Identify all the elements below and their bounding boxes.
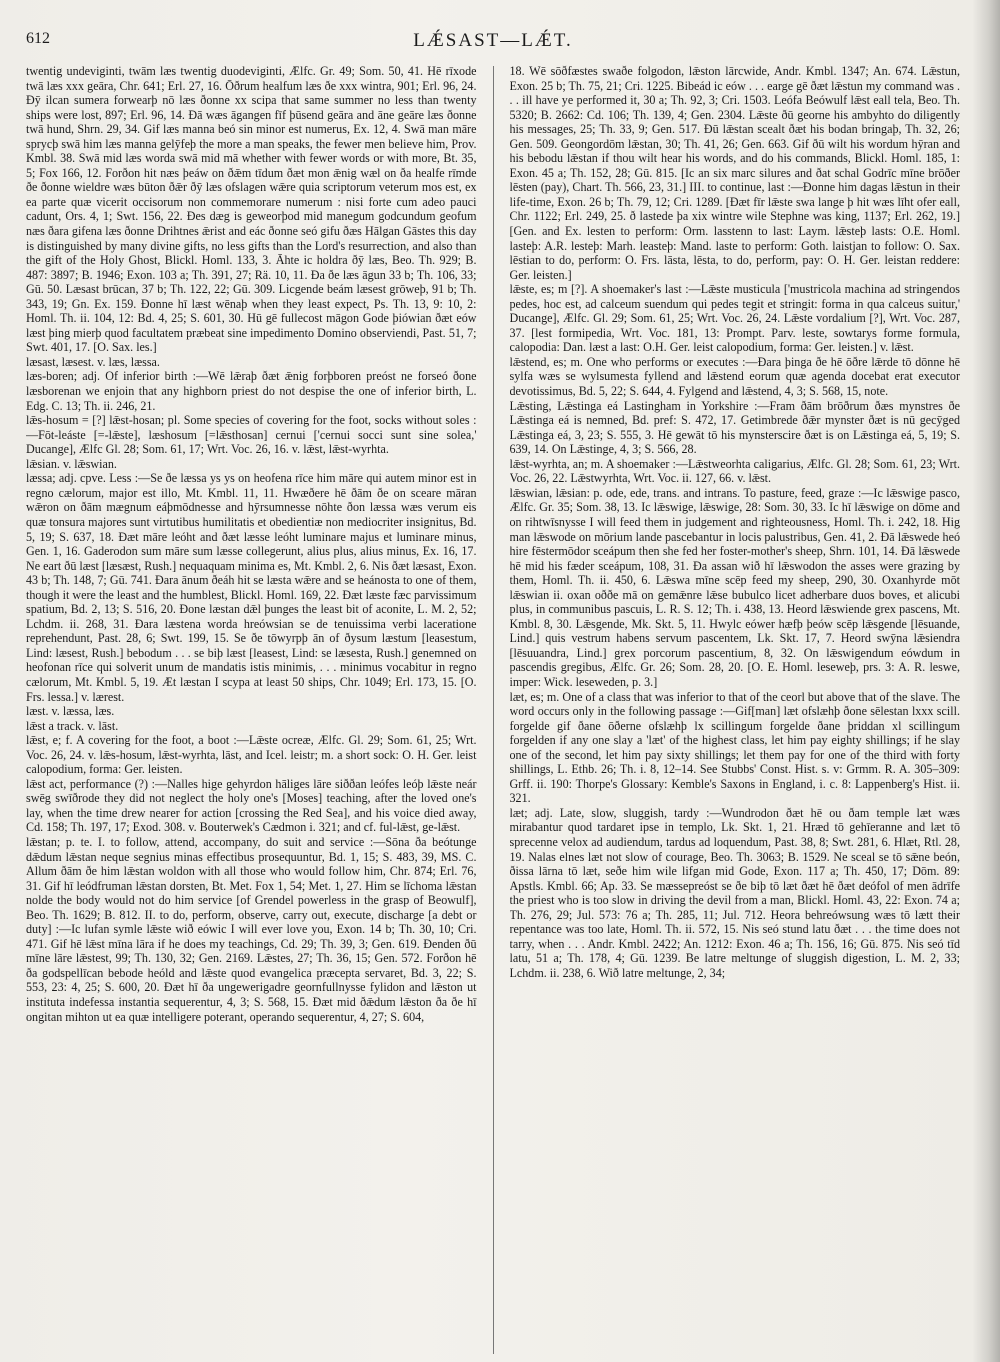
text-columns [26,64,960,1354]
running-head: LǼSAST—LǼT. [413,30,573,51]
dictionary-entry: twentig undeviginti, twām læs twentig duodeviginti, Ælfc. Gr. 49; Som. 50, 41. Hē rīxode twā læs xxx geāra, Chr. 641; Erl. 27, 16. Ōðrum healfum læs ðe xxx wintra, 901; Erl. 96, 24. Ðȳ ilcan sumera forwearþ nō læs ðonne xx scipa that same summer no less than twenty ships were lost, 897; Erl. 96, 14. Ðā wæs āgangen fīf þūsend geāra and āne geāre læs ðonne twā hund, Shrn. 29, 34. Gif læs manna beó sin minor est numerus, Ex. 12, 4. Swā man māre sprycþ swā him læs manna gelȳfeþ the more a man speaks, the fewer men believe him, Prov. Kmbl. 38. Swā mid læs worda swā mid mā whether with fewer words or with more, Bt. 35, 5; Fox 166, 12. Forðon hit næs þeáw on ðǣm tīdum ðæt mon ǣnig wæl on ða healfe rīmde ðe ðonne wieldre wæs būton ðǣr ðȳ læs ofslagen wǣre quia scriptorum veterum mos est, ex ea parte quæ vicerit occisorum non commemorare numerum : nisi forte cum adeo pauci cadunt, Ors. 4, 1; Swt. 156, 22. Ðes dæg is geweorþod mid manegum godcundum geofum næs ðara gifena læs ðonne Drihtnes ǣrist and eác ðonne seó gifu ðæs Hālgan Gāstes this day is distinguished by many divine gifts, no less gifts than the Lord's resurrection, and also than the gift of the Holy Ghost, Blickl. Homl. 133, 3. Āhte ic holdra ðȳ læs, Beo. Th. 929; B. 487: 3897; B. 1946; Exon. 103 a; Th. 391, 27; Rä. 10, 11. Ða ðe læs āgun 33 b; Th. 106, 33; Gū. 50. Læsast brūcan, 37 b; Th. 122, 22; Gū. 309. Licgende beám læsest grōweþ, 91 b; Th. 343, 19; Gn. Ex. 159. Ðonne hī læst wēnaþ when they least expect, Ps. Th. 13, 9: 10, 2: Homl. Th. ii. 104, 12: Bd. 4, 25; S. 601, 30. Hū gē fullecost māgon Gode þiówian ðæt eów læst þing mierþ quod facultatem præbeat sine impedimento Domino observiendi, Past. 51, 7; Swt. 401, 17. [O. Sax. les.] [26,64,477,355]
left-column [26,64,477,1354]
dictionary-entry: læt; adj. Late, slow, sluggish, tardy :—Wundrodon ðæt hē ou ðam temple læt wæs mirabantur quod tardaret ipse in templo, Lk. Skt. 1, 21. Hræd tō gehīeranne and læt tō sprecenne velox ad audiendum, tardus ad loquendum, Past. 38, 8; Swt. 281, 6. Hlæt, Rtl. 28, 19. Nalas elnes læt not slow of courage, Beo. Th. 3063; B. 1529. Ne sceal se tō sǣne beón, ðissa lārna tō læt, seðe him wile lifgan mid Gode, Exon. 117 a; Th. 450, 17; Dōm. 89: Apstls. Kmbl. 66; Ap. 33. Se mæssepreóst se ðe biþ tō læt ðæt hē ðæt deófol of men ādrīfe the priest who is too slow in driving the devil from a man, Blickl. Homl. 43, 22: Exon. 74 a; Th. 276, 29; Jul. 573: 76 a; Th. 285, 11; Jul. 712. Heora behreówsung wæs tō lætt their repentance was too late, Homl. Th. ii. 572, 15. Nis seó stund latu ðæt . . . the time does not tarry, when . . . Andr. Kmbl. 2422; An. 1212: Exon. 46 a; Th. 156, 16; Gū. 875. Nis seó tīd latu, 51 a; Th. 178, 4; Gū. 1239. Be latre meltunge of sluggish digestion, L. M. 2, 33; Lchdm. ii. 238, 6. Wið latre meltunge, 2, 34; [509,805,960,980]
dictionary-entry: læt, es; m. One of a class that was inferior to that of the ceorl but above that of the slave. The word occurs only in the following passage :—Gif[man] læt ofslæhþ ðone sēlestan lxxx scill. forgelde gif ðane ōðerne ofslæhþ lx scillingum forgelde ðane þriddan xl scillingum forgelden if any one slay a 'læt' of the highest class, let him pay eighty shillings; if he slay one of the second, let him pay sixty shillings; let them pay for one of the third with forty shillings, L. Ethb. 26; Th. i. 8, 12–14. See Stubbs' Const. Hist. s. v: Grmm. R. A. 305–309: Grff. ii. 190: Thorpe's Glossary: Kemble's Saxons in England, i. c. 8: Lappenberg's Hist. ii. 321. [509,689,960,806]
dictionary-entry: læst. v. læssa, læs. [26,704,115,719]
dictionary-entry: lǣst a track. v. lāst. [26,718,119,733]
right-column [510,64,961,1354]
dictionary-entry: lǣste, es; m [?]. A shoemaker's last :—Lǣste musticula ['mustricola machina ad stringendos pedes, hoc est, ad calceum suendum qui pedes tegit et stringit: forma in qua calceus suitur,' Ducange], Ælfc. Gl. 29; Som. 61, 25; Wrt. Voc. 26, 24. Lǣste vordalium [?], Wrt. Voc. 287, 37. [lest formipedia, Wrt. Voc. 181, 13: Prompt. Parv. leste, sowtarys forme formula, calopodia: Dan. læst a last: O.H. Ger. leist calopodium, forma: Ger. leisten.] v. lǣst. [509,282,960,355]
dictionary-entry: læs-boren; adj. Of inferior birth :—Wē lǣraþ ðæt ǣnig forþboren preóst ne forseó ðone læsborenan we enjoin that any highborn priest do not despise the one of inferior birth, L. Edg. C. 13; Th. ii. 246, 21. [26,369,477,413]
dictionary-entry: Lǣsting, Lǣstinga eá Lastingham in Yorkshire :—Fram ðām brōðrum ðæs mynstres ðe Lǣstinga eá is nemned, Bd. pref: S. 472, 17. Getimbrede ðǣr mynster ðæt is nū gecȳged Lǣstinga eá, 3, 23; S. 555, 3. Hē gewāt tō his mynsterscire ðæt is on Lǣstinga eá, 5, 19; S. 639, 14. On Lǣstinge, 4, 3; S. 566, 28. [509,398,960,457]
dictionary-entry: lǣsian. v. lǣswian. [26,456,117,471]
dictionary-entry: lǣst act, performance (?) :—Nalles hige gehyrdon hāliges lāre siððan leófes leóþ lǣste neár swēg swīðrode they did not neglect the holy one's [Moses] teaching, after the loved one's lay, when the time drew nearer for action [crossing the Red Sea], and his voice died away, Cd. 158; Th. 197, 17; Exod. 308. v. Bouterwek's Cædmon i. 321; and cf. ful-lǣst, ge-lǣst. [26,776,477,835]
dictionary-entry: læsast, læsest. v. læs, læssa. [26,354,160,369]
dictionary-entry: lǣst-wyrhta, an; m. A shoemaker :—Lǣstweorhta caligarius, Ælfc. Gl. 28; Som. 61, 23; Wrt. Voc. 26, 22. Lǣstwyrhta, Wrt. Voc. ii. 127, 66. v. lǣst. [509,456,960,486]
dictionary-entry: lǣs-hosum = [?] lǣst-hosan; pl. Some species of covering for the foot, socks without soles :—Fōt-leáste [=-lǣste], læshosum [=lǣsthosan] cernui ['cernui socci sunt sine solea,' Ducange], Ælfc Gl. 28; Som. 61, 17; Wrt. Voc. 26, 16. v. lǣst, lǣst-wyrhta. [26,413,477,457]
dictionary-entry: 18. Wē sōðfæstes swaðe folgodon, lǣston lārcwide, Andr. Kmbl. 1347; An. 674. Lǣstun, Exon. 25 b; Th. 75, 21; Cri. 1225. Bibeád ic eów . . . earge gē ðæt lǣstun my command was . . . ill have ye performed it, 30 a; Th. 92, 3; Cri. 1503. Leófa Beówulf lǣst eall tela, Beo. Th. 5320; B. 2662: Cd. 106; Th. 139, 4; Gen. 2304. Lǣste ðū georne his ambyhto do diligently his messages, 25; Th. 33, 9; Gen. 517. Ðū lǣstan scealt ðæt his bodan bringaþ, Th. 32, 26; Gen. 509. Geongordōm lǣstan, 30; Th. 41, 26; Gen. 663. Gif ðū wilt his wordum hȳran and his bebodu lǣstan if thou wilt hear his words, and do his commands, Blickl. Homl. 185, 1: Exon. 45 a; Th. 152, 28; Gū. 815. [Ic an six marc silures and ðat schal Godrīc mīne brōðer lēsten (pay), Chart. Th. 566, 23, 31.] III. to continue, last :—Ðonne him dagas lǣstun in their life-time, Exon. 26 b; Th. 79, 12; Cri. 1289. [Ðæt fīr lǣste swa lange þ hit wæs līht ofer eall, Chr. 1122; Erl. 249, 25. ð lastede þa xix wintre wile Stephne was king, 1137; Erl. 262, 19.] [Gen. and Ex. lesten to perform: Orm. lasstenn to last: Laym. lǣsteþ lasts: O.E. Homl. lasteþ: A.R. lesteþ: Marh. leasteþ: Mand. laste to perform: Goth. laistjan to follow: O. Sax. lēstian to do, perform: O. Frs. lāsta, lēsta, to do, perform, pay: O. H. Ger. leistan reddere: Ger. leisten.] [509,64,960,282]
page-edge-shadow [972,0,1000,1362]
dictionary-entry: lǣstend, es; m. One who performs or executes :—Ðara þinga ðe hē ōðre lǣrde tō dōnne hē sylfa wæs se wylsumesta fyllend and lǣstend eorum quæ agenda docebat erat executor devotissimus, Bd. 5, 22; S. 644, 4. Fylgend and lǣstend, 4, 3; S. 568, 15, note. [509,354,960,399]
column-divider [493,66,494,1354]
dictionary-entry: læssa; adj. cpve. Less :—Se ðe læssa ys ys on heofena rīce him māre qui autem minor est in regno cælorum, major est illo, Mt. Kmbl. 11, 11. Hwæðere hē ðām ðe on sceare māran wǣron on ðām mægnum eáþmōdnesse and hȳrsumnesse nōhte ðon læssa wæs verum eis quæ tonsura majores sunt virtutibus humilitatis et obedientiæ non mediocriter insignitus, Bd. 5, 19; S. 637, 18. Ðæt māre leóht and ðæt læsse leóht luminare majus et luminare minus, Gen. 1, 16. Gaderodon sum māre sum læsse collegerunt, alius plus, alius minus, Ex. 16, 17. Ne eart ðū læst [læsæst, Rush.] nequaquam minima es, Mt. Kmbl. 2, 6. Nis ðæt læsast, Exon. 43 b; Th. 148, 7; Gū. 741. Ðara ānum ðeáh hit se læsta wǣre and se heánosta to one of them, though it were the least and the humblest, Blickl. Homl. 169, 22. Ðæt læste fæc parvissimum spatium, Bd. 2, 13; S. 516, 20. Ðone læstan dǣl þunges the least bit of aconite, L. M. 2, 52; Lchdm. ii. 268, 31. Ðara læstena worda hreówsian se de tenuissima verbi laceratione reprehendunt, Past. 28, 6; Swt. 199, 15. Se ðe tōwyrpþ ān of ðysum læstum [leasestum, Lind: læsest, Rush.] bebodum . . . se biþ læst [leasest, Lind: se læsesta, Rush.] genemned on heofonan rīce qui solverit unum de mandatis istis minimis, . . . minimus vocabitur in regno cælorum, Mt. Kmbl. 5, 19. Æt læstan I scypa at least 50 ships, Chr. 1049; Erl. 173, 15. [O. Frs. lessa.] v. lærest. [26,471,477,704]
page-header [26,30,960,56]
dictionary-entry: lǣswian, lǣsian: p. ode, ede, trans. and intrans. To pasture, feed, graze :—Ic lǣswige pasco, Ælfc. Gr. 35; Som. 38, 13. Ic lǣswige, lǣswige, 28: Som. 30, 33. Ic hī lǣswige on dōme and on rihtwīsnysse I will feed them in judgement and righteousness, Homl. Th. i. 242, 18. Hig man lǣswode on mōrium lande pascebantur in locis palustribus, Gen. 41, 2. Ðā lǣswede heó hire fēstermōdor sceápum then she fed her foster-mother's sheep, Shrn. 101, 14. Ðā lǣswede hē mid his fæder sceápum, 108, 31. Ða assan wið hī lǣswodon the asses were grazing by them, Homl. Th. ii. 450, 6. Lǣswa mīne scēp feed my sheep, 290, 30. Oxanhyrde mōt lǣswian ii. oxan oððe mā on gemǣnre lǣse bubulco licet adherbare duos boves, et alicubi plus, in communibus pascuis, L. R. S. 12; Th. i. 438, 13. Heord lǣswiende grex pascens, Mt. Kmbl. 8, 30. Lǣsgende, Mk. Skt. 5, 11. Hwylc eówer hæfþ þeów scēp lǣsgende [lēsuande, Lind.] quis vestrum habens servum pascentem, Lk. Skt. 17, 7. Heord swȳna lǣsiendra [lēsuuandra, Lind.] grex porcorum pascentium, 8, 32. On lǣswigendum eówdum in pascendis gregibus, Ælfc. Gr. 26; Som. 28, 20. [O. E. Homl. leseweþ, prs. 3: A. R. leswe, imper: Wick. leseweden, p. 3.] [509,485,960,689]
page-number: 612 [26,30,50,47]
dictionary-entry: lǣstan; p. te. I. to follow, attend, accompany, do suit and service :—Sōna ða beótunge dǣdum lǣstan neque segnius minas effectibus prosequuntur, Bd. 1, 15; S. 483, 39, MS. C. Allum ðām ðe him lǣstan woldon with all those who would follow him, Chr. 874; Erl. 76, 31. Gif hī leódfruman lǣstan dorsten, Bt. Met. Fox 1, 54; Met. 1, 27. Him se līchoma lǣstan nolde the body would not do him service [of Grendel powerless in the grasp of Beowulf], Beo. Th. 1629; B. 812. II. to do, perform, observe, carry out, execute, discharge [a debt or duty] :—Ic lufan symle lǣste wið eówic I will ever love you, Exon. 14 b; Th. 30, 10; Cri. 471. Gif hē lǣst mīna lāra if he does my teachings, Cd. 29; Th. 39, 3; Gen. 619. Ðenden ðū mīne lāre lǣstest, 99; Th. 130, 32; Gen. 2169. Lǣstes, 27; Th. 36, 15; Gen. 572. Forðon hē ða godspellīcan bebode heóld and lǣste quod evangelica præcepta servaret, Bd. 3, 22; S. 553, 23: 4, 25; S. 600, 20. Ðæt hī ða ungewerigadre geornfullnysse fylidon and lǣston ut instituta indefessa instantia sequerentur, 4, 3; S. 568, 15. Ðæt mid ðǣdum lǣston ða ðe hī ongitan mihton ut ea quæ intelligere poterant, operando sequerentur, 4, 27; S. 604, [26,834,477,1024]
dictionary-entry: lǣst, e; f. A covering for the foot, a boot :—Lǣste ocreæ, Ælfc. Gl. 29; Som. 61, 25; Wrt. Voc. 26, 24. v. lǣs-hosum, lǣst-wyrhta, lāst, and Icel. leistr; m. a short sock: O. H. Ger. leist calopodium, forma: Ger. leisten. [26,733,477,777]
